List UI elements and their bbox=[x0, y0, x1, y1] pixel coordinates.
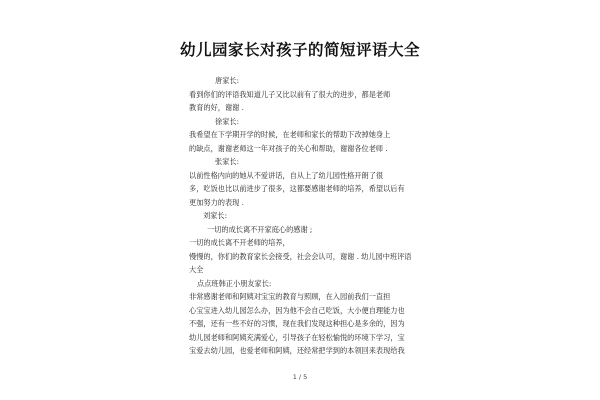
text-line: 更加努力的表现 . bbox=[189, 197, 244, 207]
text-line: 大全 bbox=[189, 265, 204, 274]
text-line: 一切的成长离不开老师的培养， bbox=[189, 238, 290, 247]
text-line: 多，吃饭也比以前进步了很多，这都要感谢老师的培养，希望以后有 bbox=[189, 184, 405, 193]
text-line: 宝爱去幼儿园，也爱老师和阿姨，还经常把学到的本领回来表现给我 bbox=[189, 346, 405, 355]
text-line: 的缺点，谢谢老师这一年对孩子的关心和帮助，谢谢各位老师 . bbox=[189, 143, 388, 153]
page-title: 幼儿园家长对孩子的简短评语大全 bbox=[179, 41, 420, 59]
paragraph-heading: 徐家长: bbox=[215, 116, 239, 126]
text-line: 心宝宝进入幼儿园怎么办，因为他不会自己吃饭，大小便自理能力也 bbox=[189, 305, 405, 315]
text-line: 教育的好，谢谢 . bbox=[189, 103, 244, 112]
paragraph-heading: 刘家长: bbox=[203, 211, 227, 220]
text-line: 一切的成长离不开家庭心的感谢 ; bbox=[207, 224, 313, 234]
text-line: 我希望在下学期开学的时候，在老师和家长的帮助下改掉她身上 bbox=[189, 130, 391, 139]
text-line: 幼儿园老师和阿姨充满爱心，引导孩子在轻松愉悦的环境下学习，宝 bbox=[189, 332, 405, 342]
text-line: 慢慢的，你们的教育家长会接受，社会会认可，谢谢 . 幼儿园中班评语 bbox=[189, 251, 412, 261]
text-line: 看到你们的评语我知道儿子又比以前有了很大的进步，都是老师 bbox=[189, 89, 391, 99]
paragraph-heading: 点点班韩正小朋友家长: bbox=[197, 278, 272, 288]
page-indicator: 1 / 5 bbox=[292, 373, 308, 381]
text-line: 不强，还有一些不好的习惯，现在我们发现这种担心是多余的，因为 bbox=[189, 319, 405, 328]
text-line: 以前性格内向的她从不爱讲话，自从上了幼儿园性格开朗了很 bbox=[189, 170, 384, 180]
text-line: 非常感谢老师和阿姨对宝宝的教育与照顾，在入园前我们一直担 bbox=[189, 292, 391, 301]
paragraph-heading: 张家长: bbox=[215, 157, 239, 166]
paragraph-heading: 唐家长: bbox=[215, 76, 239, 85]
document-body bbox=[189, 74, 414, 358]
